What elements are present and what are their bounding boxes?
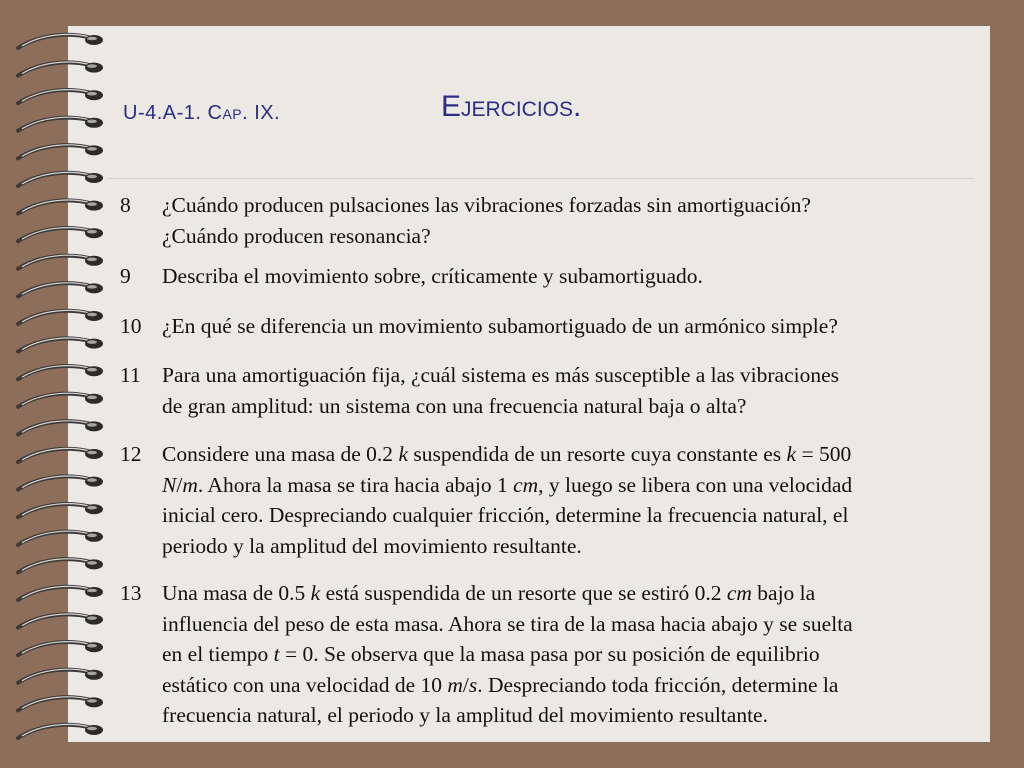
variable-t: t (273, 642, 280, 666)
spiral-ring (18, 90, 103, 104)
spiral-ring (18, 614, 103, 628)
text-run: . Ahora la masa se tira hacia abajo 1 (197, 472, 514, 497)
spiral-ring (18, 393, 103, 407)
text-run: en el tiempo (162, 642, 274, 666)
spiral-ring (18, 724, 103, 738)
text-run: = 0. Se observa que la masa pasa por su posición de equilibrio (279, 642, 820, 666)
spiral-ring (18, 476, 103, 490)
text-line: de gran amplitud: un sistema con una frecuencia natural baja o alta? (162, 393, 747, 418)
spiral-ring (18, 200, 103, 214)
text-run: . Despreciando toda fricción, determine la (477, 672, 839, 697)
spiral-ring (18, 531, 103, 545)
text-run: Una masa de 0.5 (162, 581, 311, 605)
spiral-ring (18, 255, 103, 269)
spiral-ring (18, 559, 103, 573)
unit-cm: cm (726, 581, 752, 605)
unit-m: m (182, 472, 198, 497)
spiral-ring (18, 34, 103, 48)
spiral-ring (18, 366, 103, 380)
header-divider (108, 178, 974, 179)
exercise-text (162, 311, 988, 342)
text-run: bajo la (751, 581, 816, 605)
text-line (162, 670, 988, 701)
variable-k: k (398, 442, 408, 466)
spiral-ring (18, 62, 103, 76)
notebook-spiral-binding (0, 0, 130, 768)
exercise-text (162, 261, 988, 292)
text-line: periodo y la amplitud del movimiento resultante. (162, 533, 582, 558)
variable-k: k (786, 442, 797, 466)
spiral-ring (18, 338, 103, 352)
exercise-text (162, 190, 988, 251)
page-title: Ejercicios. (441, 90, 582, 123)
spiral-ring (18, 228, 103, 242)
spiral-ring (18, 586, 103, 600)
unit-s: s (468, 672, 478, 697)
text-line: frecuencia natural, el periodo y la amplitud del movimiento resultante. (162, 703, 768, 727)
spiral-ring (18, 283, 103, 297)
spiral-ring (18, 421, 103, 435)
spiral-ring (18, 642, 103, 656)
spiral-ring (18, 117, 103, 131)
text-line: ¿Cuándo producen pulsaciones las vibraciones forzadas sin amortiguación? (162, 193, 811, 217)
exercise-number: 13 (120, 581, 142, 605)
text-line: influencia del peso de esta masa. Ahora se tira de la masa hacia abajo y se suelta (162, 611, 853, 636)
text-line: Describa el movimiento sobre, críticamente y subamortiguado. (162, 264, 703, 288)
text-run: = 500 (796, 442, 852, 466)
spiral-ring (18, 145, 103, 159)
spiral-ring (18, 172, 103, 186)
spiral-ring (18, 310, 103, 324)
text-line (162, 470, 988, 501)
exercise-text (162, 578, 988, 731)
spiral-ring (18, 504, 103, 518)
slash: / (462, 672, 469, 697)
exercise-text (162, 439, 988, 561)
spiral-ring (18, 669, 103, 683)
exercise-text (162, 360, 988, 421)
unit-cm: cm (513, 472, 539, 497)
exercise-number: 8 (120, 193, 131, 217)
text-run: estático con una velocidad de 10 (162, 672, 448, 697)
spiral-ring (18, 697, 103, 711)
unit-n: N (162, 472, 177, 497)
variable-k: k (310, 581, 321, 605)
exercise-number: 9 (120, 264, 131, 288)
text-line (162, 439, 988, 470)
text-run: está suspendida de un resorte que se estiró 0.2 (320, 581, 727, 605)
text-line (162, 578, 988, 609)
slash: / (176, 472, 183, 497)
text-line: inicial cero. Despreciando cualquier fricción, determine la frecuencia natural, el (162, 503, 849, 527)
text-run: suspendida de un resorte cuya constante es (407, 442, 787, 466)
spiral-ring (18, 448, 103, 462)
text-line (162, 639, 988, 670)
text-line: Para una amortiguación fija, ¿cuál sistema es más susceptible a las vibraciones (162, 363, 840, 387)
text-run: Considere una masa de 0.2 (162, 442, 399, 466)
text-line: ¿Cuándo producen resonancia? (162, 223, 431, 248)
exercise-number: 10 (120, 314, 142, 338)
unit-m: m (447, 672, 463, 697)
text-run: , y luego se libera con una velocidad (538, 472, 853, 497)
text-line: ¿En qué se diferencia un movimiento subamortiguado de un armónico simple? (162, 314, 838, 338)
exercise-number: 12 (120, 442, 142, 466)
unit-label: U-4.A-1. Cap. IX. (123, 102, 281, 124)
exercise-number: 11 (120, 363, 141, 387)
